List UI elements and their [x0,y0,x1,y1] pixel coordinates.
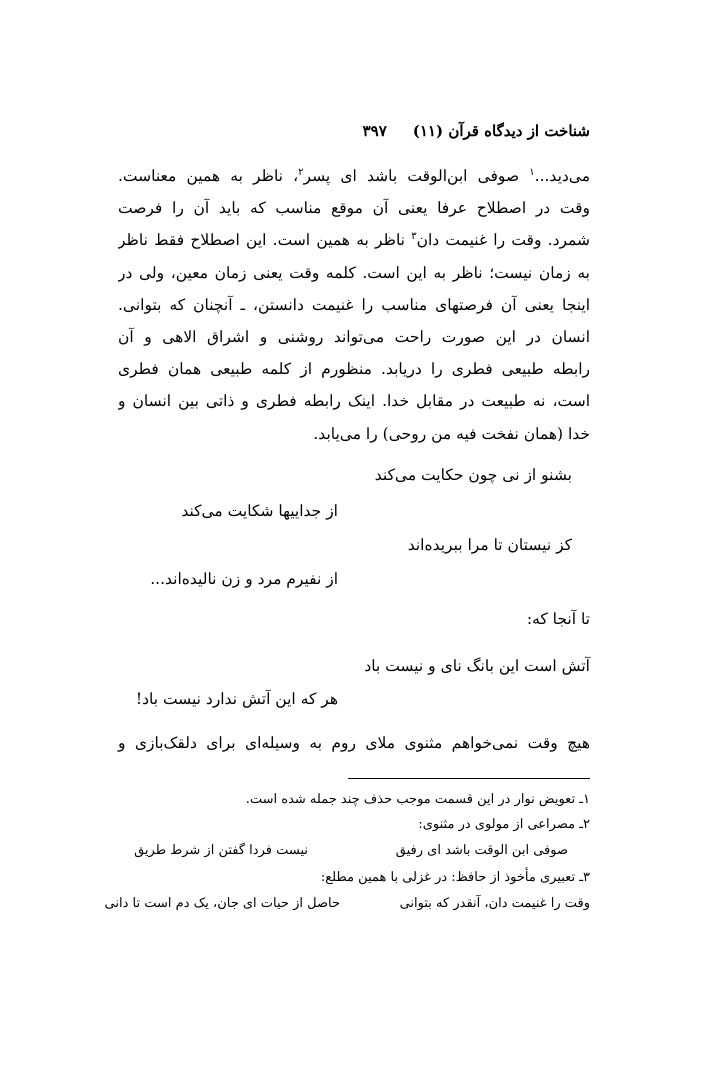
footnote-verse: نیست فردا گفتن از شرط طریق [134,843,308,858]
footnote-verse: صوفی ابن الوقت باشد ای رفیق [395,843,568,858]
text-line: است، نه طبیعت در مقابل خدا. اینک رابطه فطری و ذاتی بین انسان و [118,392,590,411]
poem-verse: از نفیرم مرد و زن نالیده‌اند... [150,570,338,588]
page-number: ۳۹۷ [362,122,387,140]
footnote-ref[interactable]: ۱ [529,166,535,178]
footnote: ۱ـ تعویض نوار در این قسمت موجب حذف چند جمله شده است. [245,792,590,807]
poem-verse: بشنو از نی چون حکایت می‌کند [374,466,572,484]
text-line: شمرد. وقت را غنیمت دان$^۳$ ناظر به همین است. این اصطلاح فقط ناظر [118,231,590,250]
running-header [118,118,590,144]
poem-verse: کز نیستان تا مرا ببریده‌اند [407,536,572,554]
footnote-divider [348,778,590,779]
footnote: ۲ـ مصراعی از مولوی در مثنوی: [418,817,590,832]
footnote-ref[interactable]: ۲ [298,166,304,178]
text-line: رابطه طبیعی فطری را دریابد. منظورم از کلمه طبیعی همان فطری [118,360,590,379]
transition-text: تا آنجا که: [526,610,590,628]
footnote-verse: حاصل از حیات ای جان، یک دم است تا دانی [104,896,340,911]
poem-verse: از جداییها شکایت می‌کند [181,502,338,520]
footnote-ref[interactable]: ۳ [411,231,417,243]
paragraph [118,160,590,450]
running-title: شناخت از دیدگاه قرآن (۱۱) [412,122,590,140]
text-line: اینجا یعنی آن فرصتهای مناسب را غنیمت دانستن، ـ آنچنان که بتوانی. [118,295,590,314]
text-line: انسان در این صورت راحت می‌تواند روشنی و اشراق الاهی و آن [118,328,590,347]
footnote: ۳ـ تعبیری مأخوذ از حافظ: در غزلی با همین مطلع: [320,870,590,885]
poem-verse: آتش است این بانگ نای و نیست باد [364,657,590,675]
text-line: وقت در اصطلاح عرفا یعنی آن موقع مناسب که باید آن را فرصت [118,199,590,218]
text-line: به زمان نیست؛ ناظر به این است. کلمه وقت یعنی زمان معین، ولی در [118,263,590,282]
poem-verse: هر که این آتش ندارد نیست باد! [135,690,338,708]
closing-line: هیچ وقت نمی‌خواهم مثنوی ملای روم به وسیله‌ای برای دلقک‌بازی و [118,734,590,752]
footnote-verse: وقت را غنیمت دان، آنقدر که بتوانی [399,896,590,911]
text-line: خدا (همان نفخت فیه من روحی) را می‌یابد. [313,424,590,443]
text-line: می‌دید...$^۱$ صوفی ابن‌الوقت باشد ای پسر$^۲$، ناظر به همین معناست. [118,166,590,185]
